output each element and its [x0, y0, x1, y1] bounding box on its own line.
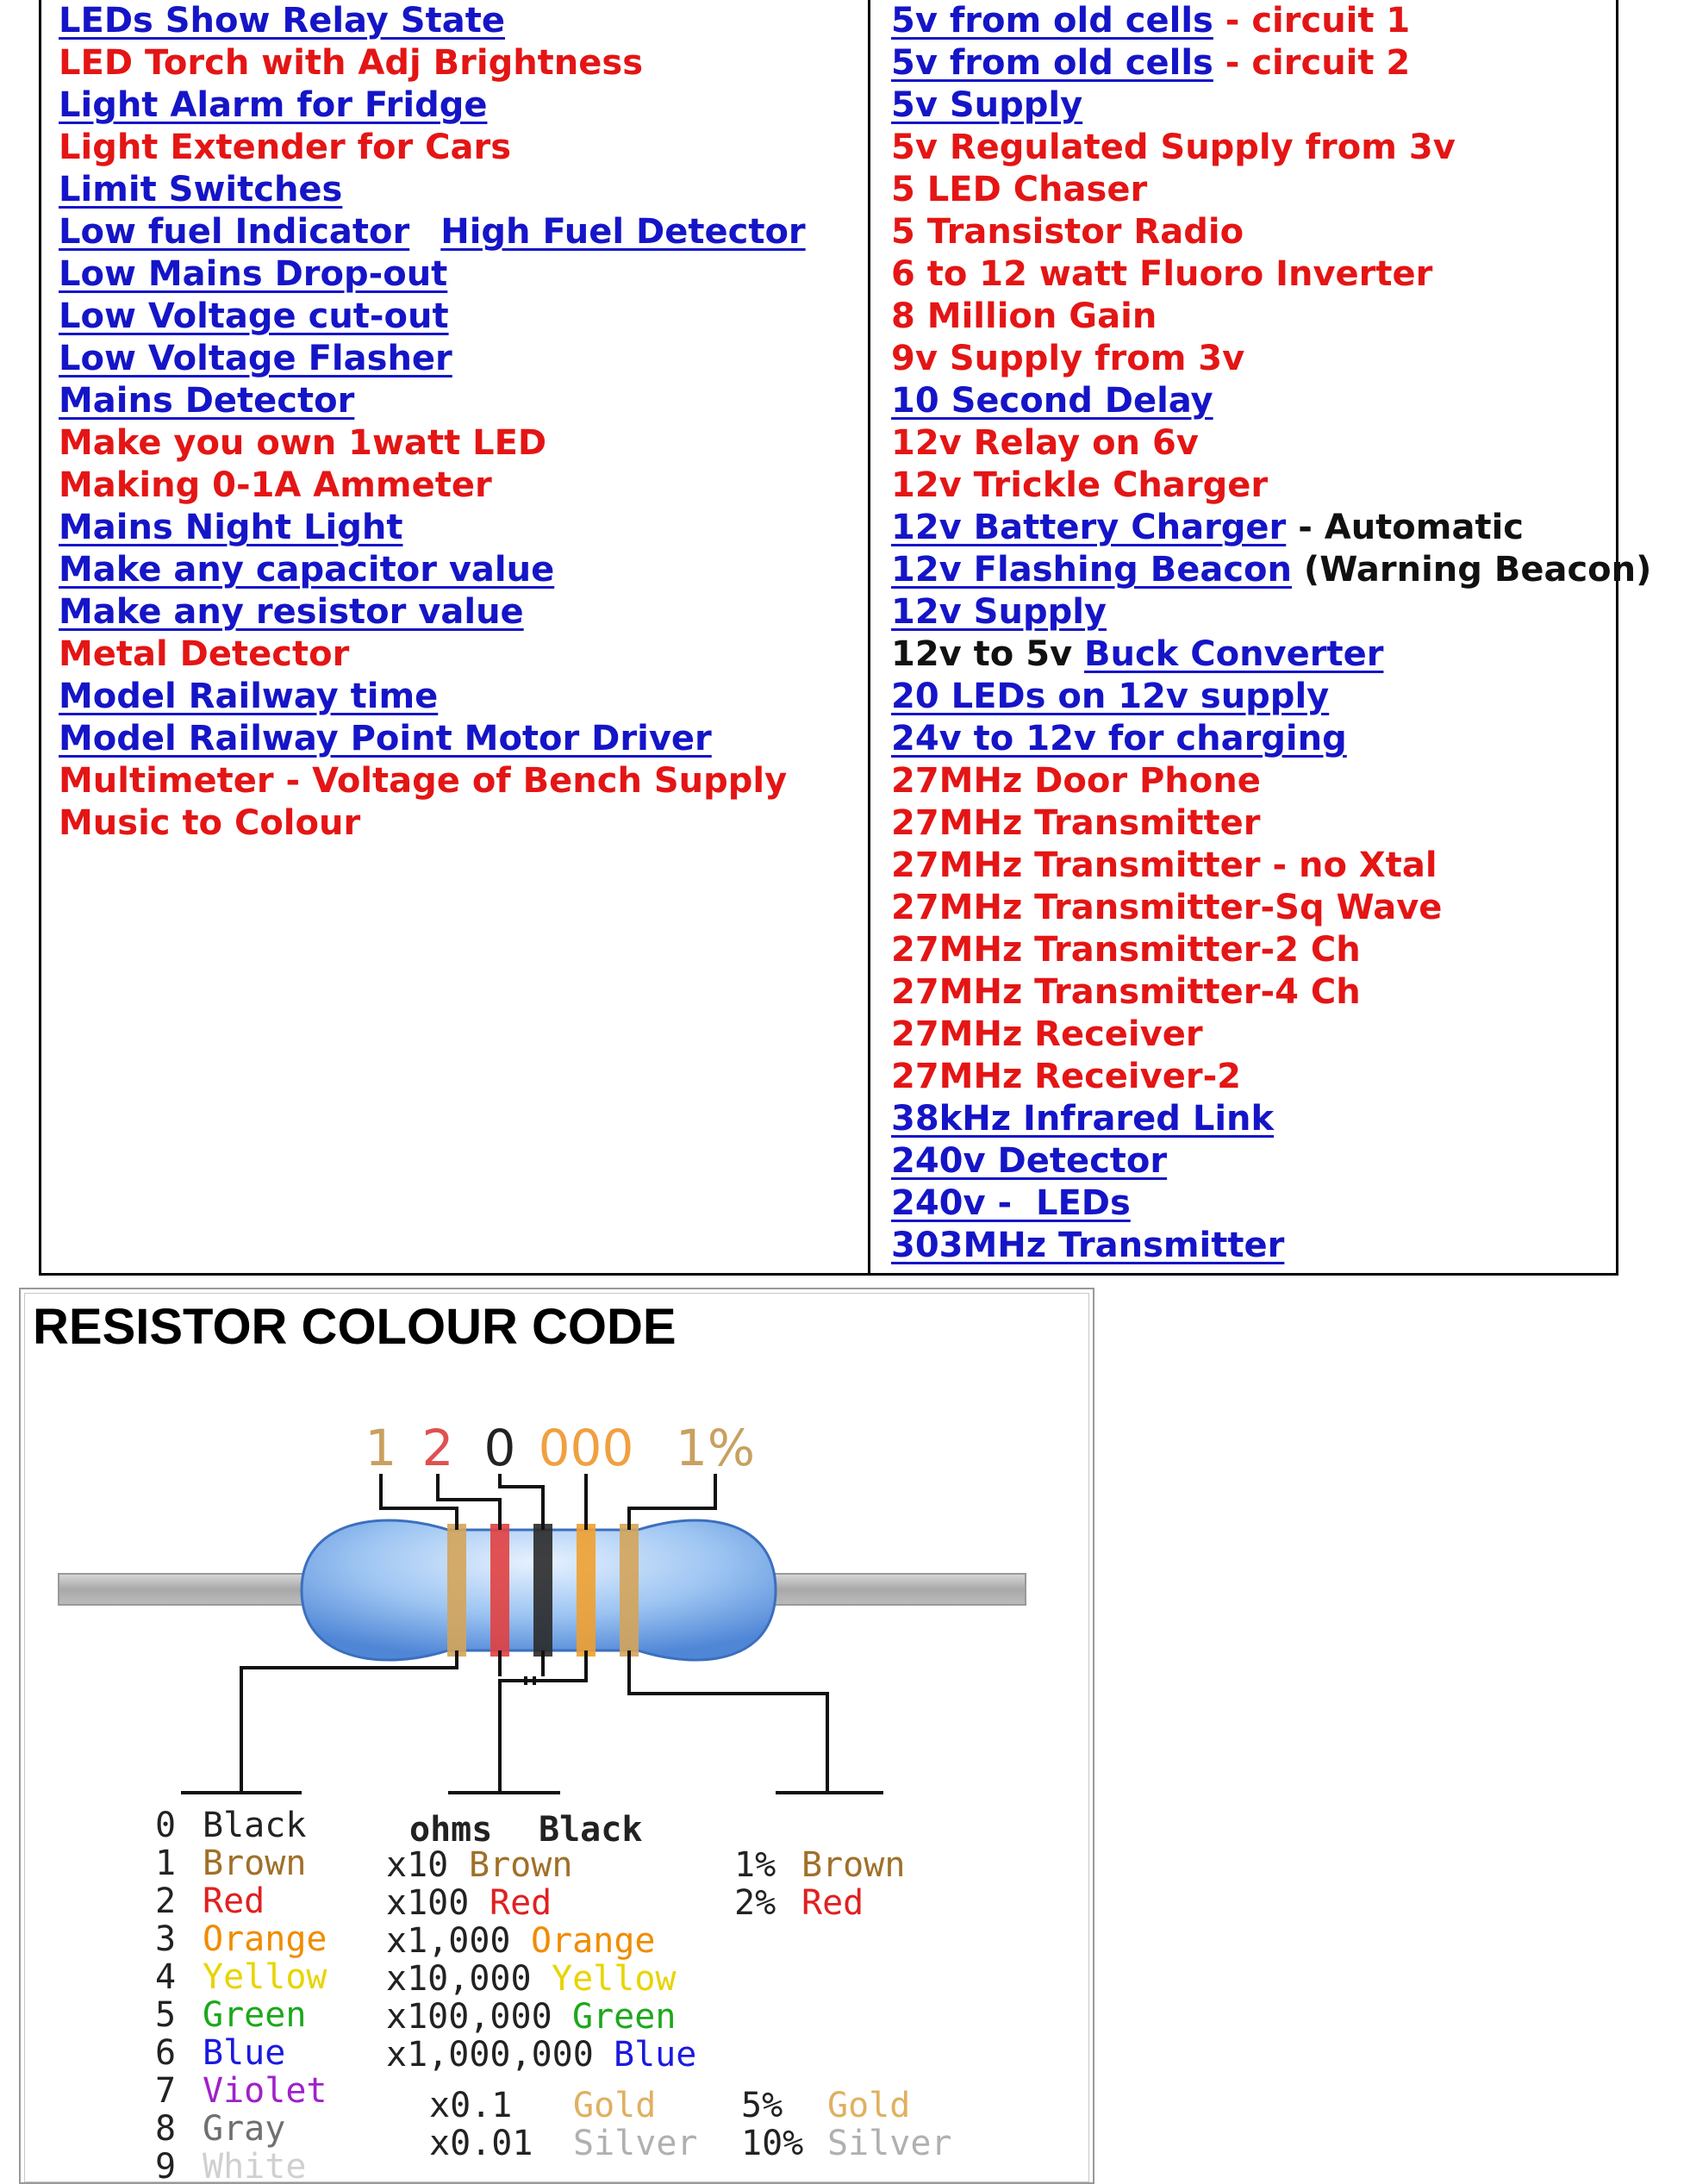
band-value-label: 1%: [675, 1419, 756, 1477]
circuit-link[interactable]: 10 Second Delay: [891, 381, 1213, 421]
band-value-label: 2: [421, 1419, 454, 1477]
legend-text: Blue: [614, 2035, 697, 2075]
circuit-title: (Warning Beacon): [1292, 550, 1652, 590]
circuit-link[interactable]: Model Railway Point Motor Driver: [59, 719, 712, 758]
circuit-link[interactable]: Limit Switches: [59, 170, 343, 209]
legend-text: ohms: [409, 1810, 493, 1850]
index-entry: [59, 84, 487, 126]
legend-text: Gold: [827, 2086, 911, 2125]
index-entry: [891, 1098, 1274, 1139]
circuit-link[interactable]: Low fuel Indicator: [59, 212, 410, 252]
legend-text: x1,000: [386, 1921, 511, 1961]
index-entry: [891, 211, 1244, 253]
circuit-link[interactable]: 12v Supply: [891, 592, 1107, 632]
circuit-title: Multimeter - Voltage of Bench Supply: [59, 761, 788, 801]
band-value-label: 1: [365, 1419, 397, 1477]
circuit-title: - circuit 1: [1213, 1, 1411, 41]
legend-text: Red: [203, 1881, 265, 1921]
index-entry: [891, 718, 1347, 759]
legend-text: Yellow: [552, 1959, 677, 1999]
legend-text: x0.01: [429, 2124, 533, 2163]
colour-code-legend: [155, 1806, 952, 2184]
circuit-title: Music to Colour: [59, 803, 361, 843]
circuit-link[interactable]: Mains Detector: [59, 381, 355, 421]
index-entry: [59, 338, 452, 379]
legend-text: x0.1: [429, 2086, 513, 2125]
circuit-title: - Automatic: [1286, 508, 1524, 547]
legend-text: Red: [801, 1883, 864, 1923]
circuit-link[interactable]: Make any resistor value: [59, 592, 524, 632]
legend-text: Brown: [469, 1845, 573, 1885]
legend-text: 2%: [734, 1883, 776, 1923]
circuit-title: 6 to 12 watt Fluoro Inverter: [891, 254, 1433, 294]
legend-text: 10%: [741, 2124, 804, 2163]
circuit-link[interactable]: High Fuel Detector: [440, 212, 806, 252]
index-entry: [59, 760, 787, 802]
index-entry: [891, 591, 1107, 633]
legend-text: 1%: [734, 1845, 776, 1885]
index-entry: [891, 253, 1432, 295]
circuit-title: Metal Detector: [59, 634, 350, 674]
legend-text: 1: [155, 1844, 177, 1883]
circuit-title: 12v to 5v: [891, 634, 1085, 674]
circuit-link[interactable]: Low Voltage Flasher: [59, 339, 452, 378]
legend-text: 6: [155, 2033, 177, 2073]
circuit-link[interactable]: 5v from old cells: [891, 1, 1213, 41]
legend-text: Silver: [573, 2124, 698, 2163]
circuit-link[interactable]: Low Mains Drop-out: [59, 254, 448, 294]
index-entry: [891, 465, 1268, 506]
circuit-link[interactable]: Mains Night Light: [59, 508, 403, 547]
circuit-link[interactable]: Make any capacitor value: [59, 550, 555, 590]
legend-text: 5: [155, 1995, 177, 2035]
index-entry: [891, 338, 1244, 379]
resistor-lead-right: [758, 1574, 1026, 1605]
legend-text: Green: [203, 1995, 307, 2035]
index-entry: [59, 169, 342, 210]
circuit-title: 12v Relay on 6v: [891, 423, 1199, 463]
index-entry: [59, 211, 806, 253]
index-entry: [59, 127, 511, 168]
index-entry: [59, 591, 524, 633]
legend-connectors: [181, 1650, 883, 1793]
colour-band: [490, 1524, 509, 1657]
index-entry: [891, 676, 1329, 717]
legend-text: Violet: [203, 2071, 327, 2111]
legend-text: Red: [490, 1883, 552, 1923]
circuit-title: 5 LED Chaser: [891, 170, 1148, 209]
band-value-label: 000: [538, 1419, 634, 1477]
circuit-title: LED Torch with Adj Brightness: [59, 43, 644, 83]
index-entry: [891, 169, 1147, 210]
index-entry: [59, 549, 554, 590]
circuit-title: 12v Trickle Charger: [891, 465, 1269, 505]
index-entry: [891, 1225, 1284, 1266]
legend-text: Black: [539, 1810, 643, 1850]
index-entry: [891, 760, 1261, 802]
resistor-diagram: [0, 1379, 1094, 2184]
circuit-link[interactable]: 38kHz Infrared Link: [891, 1099, 1275, 1139]
circuit-link[interactable]: 24v to 12v for charging: [891, 719, 1347, 758]
legend-text: Orange: [531, 1921, 656, 1961]
index-entry: [891, 84, 1082, 126]
legend-text: 7: [155, 2071, 177, 2111]
index-entry: [891, 507, 1524, 548]
circuit-title: Make you own 1watt LED: [59, 423, 547, 463]
index-entry: [59, 633, 349, 675]
index-entry: [891, 380, 1213, 421]
circuit-link[interactable]: 12v Flashing Beacon: [891, 550, 1292, 590]
legend-text: Gray: [203, 2109, 286, 2149]
index-entry: [891, 296, 1157, 337]
colour-band: [620, 1524, 639, 1657]
circuit-title: 27MHz Door Phone: [891, 761, 1261, 801]
column-divider: [868, 0, 870, 1276]
circuit-title: 27MHz Transmitter-Sq Wave: [891, 888, 1443, 927]
circuit-link[interactable]: 20 LEDs on 12v supply: [891, 677, 1330, 716]
index-entry: [59, 676, 438, 717]
index-entry: [891, 1056, 1241, 1097]
index-entry: [59, 42, 643, 84]
legend-text: 4: [155, 1957, 177, 1997]
legend-text: Brown: [203, 1844, 307, 1883]
legend-text: Green: [572, 1997, 677, 2037]
legend-text: 3: [155, 1919, 177, 1959]
circuit-title: 27MHz Transmitter-4 Ch: [891, 972, 1361, 1012]
circuit-title: 27MHz Transmitter: [891, 803, 1261, 843]
circuit-title: 9v Supply from 3v: [891, 339, 1245, 378]
legend-text: x10,000: [386, 1959, 532, 1999]
circuit-link[interactable]: Light Alarm for Fridge: [59, 85, 488, 125]
legend-text: Black: [203, 1806, 307, 1845]
circuit-title: 27MHz Transmitter - no Xtal: [891, 846, 1437, 885]
circuit-link[interactable]: 12v Battery Charger: [891, 508, 1287, 547]
index-entry: [891, 802, 1261, 844]
index-entry: [59, 718, 712, 759]
legend-text: 2: [155, 1881, 177, 1921]
index-entry: [59, 802, 360, 844]
index-entry: [891, 549, 1651, 590]
circuit-title: Making 0-1A Ammeter: [59, 465, 492, 505]
legend-text: x100,000: [386, 1997, 552, 2037]
legend-text: Orange: [203, 1919, 327, 1959]
index-entry: [59, 380, 354, 421]
legend-text: 0: [155, 1806, 177, 1845]
index-entry: [891, 971, 1361, 1013]
circuit-title: 27MHz Receiver-2: [891, 1057, 1241, 1096]
circuit-title: 27MHz Receiver: [891, 1014, 1203, 1054]
circuit-link[interactable]: 240v - LEDs: [891, 1183, 1131, 1223]
circuit-link[interactable]: Buck Converter: [1084, 634, 1384, 674]
legend-text: 8: [155, 2109, 177, 2149]
circuit-link[interactable]: LEDs Show Relay State: [59, 1, 505, 41]
legend-text: Silver: [827, 2124, 952, 2163]
band-value-label: 0: [483, 1419, 516, 1477]
colour-band: [577, 1524, 596, 1657]
resistor-colour-code-title: RESISTOR COLOUR CODE: [33, 1299, 677, 1355]
index-entry: [59, 296, 449, 337]
circuit-link[interactable]: 5v from old cells: [891, 43, 1213, 83]
circuit-title: Light Extender for Cars: [59, 128, 512, 167]
index-entry: [891, 42, 1410, 84]
circuit-title: 5 Transistor Radio: [891, 212, 1244, 252]
circuit-link[interactable]: Low Voltage cut-out: [59, 296, 449, 336]
index-entry: [891, 422, 1199, 464]
index-entry: [891, 845, 1437, 886]
legend-text: Yellow: [203, 1957, 327, 1997]
circuit-title: 5v Regulated Supply from 3v: [891, 128, 1456, 167]
circuit-title: - circuit 2: [1213, 43, 1411, 83]
resistor-lead-left: [59, 1574, 317, 1605]
index-entry: [59, 0, 505, 41]
circuit-title: 8 Million Gain: [891, 296, 1157, 336]
legend-text: x100: [386, 1883, 470, 1923]
legend-text: White: [203, 2147, 307, 2184]
index-entry: [59, 465, 492, 506]
index-entry: [891, 1140, 1167, 1182]
legend-text: Brown: [801, 1845, 906, 1885]
legend-text: Blue: [203, 2033, 286, 2073]
index-entry: [59, 507, 403, 548]
index-entry: [891, 887, 1442, 928]
circuit-link[interactable]: 240v Detector: [891, 1141, 1168, 1181]
index-entry: [891, 929, 1361, 970]
band-value-labels: [365, 1419, 755, 1477]
circuit-link[interactable]: 5v Supply: [891, 85, 1083, 125]
legend-text: 5%: [741, 2086, 783, 2125]
band-brackets: [381, 1474, 715, 1530]
index-entry: [59, 422, 546, 464]
colour-band: [447, 1524, 466, 1657]
legend-text: x10: [386, 1845, 449, 1885]
index-entry: [891, 1014, 1203, 1055]
legend-text: x1,000,000: [386, 2035, 594, 2075]
legend-text: Gold: [573, 2086, 657, 2125]
colour-band: [533, 1524, 552, 1657]
index-entry: [891, 0, 1410, 41]
index-entry: [891, 633, 1383, 675]
index-entry: [891, 127, 1456, 168]
index-entry: [59, 253, 447, 295]
index-entry: [891, 1182, 1131, 1224]
circuit-title: 27MHz Transmitter-2 Ch: [891, 930, 1361, 970]
legend-text: 9: [155, 2147, 177, 2184]
circuit-link[interactable]: 303MHz Transmitter: [891, 1226, 1285, 1265]
circuit-link[interactable]: Model Railway time: [59, 677, 439, 716]
